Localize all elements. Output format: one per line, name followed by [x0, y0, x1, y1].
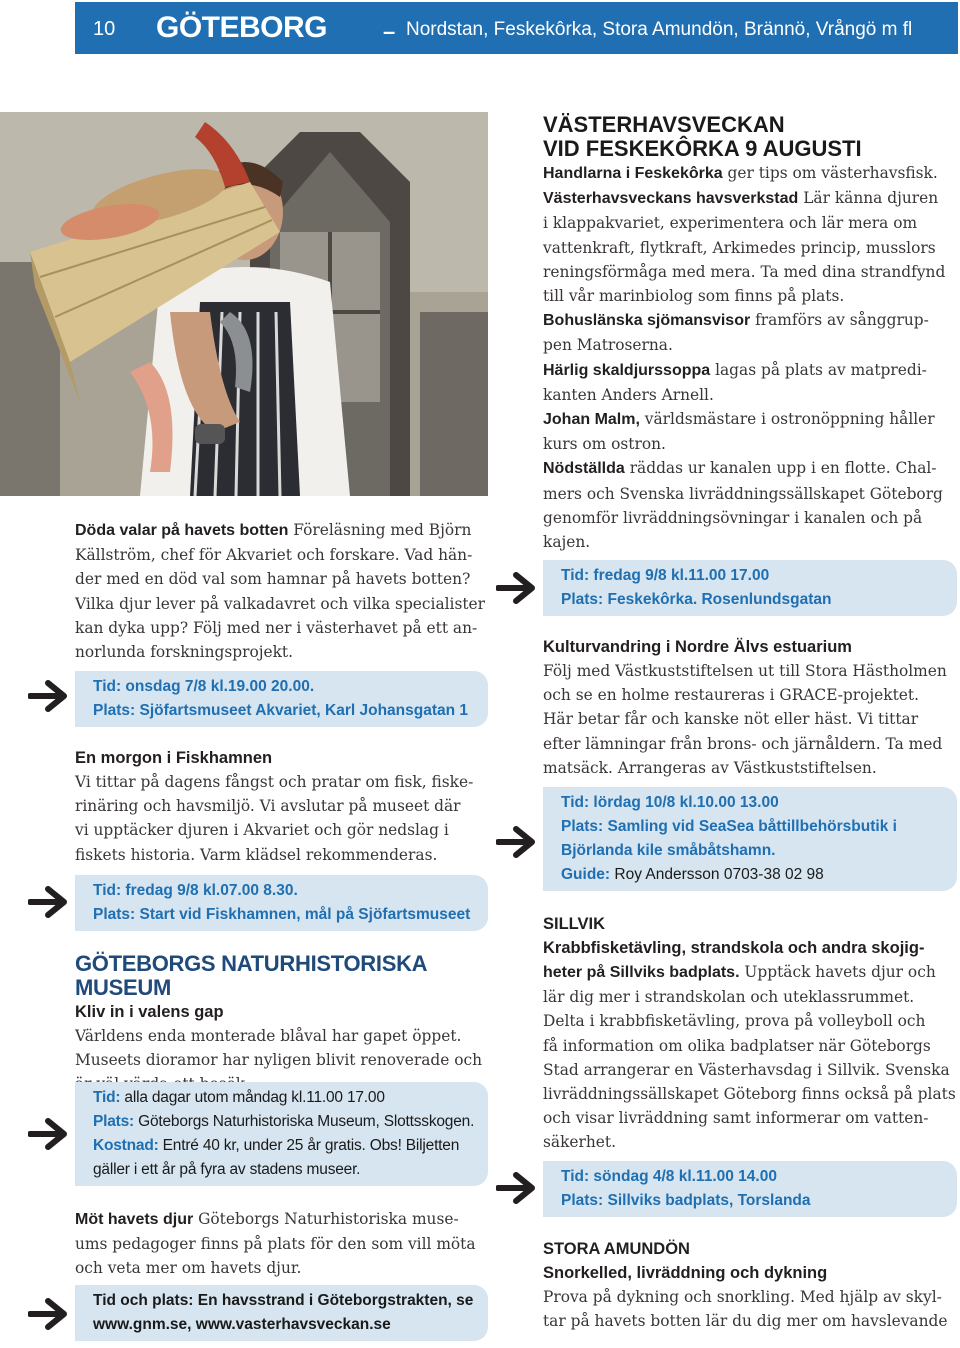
text-line: rinäring och havsmiljö. Vi avslutar på museet där	[75, 797, 461, 816]
museum-info-box	[75, 1082, 488, 1186]
arrow-right-icon	[28, 886, 70, 918]
vh-nod-title: Nödställda	[543, 460, 625, 478]
text-line: Delta i krabbfisketävling, prova på volleyboll och	[543, 1012, 926, 1031]
text-line: Lär känna djuren	[798, 189, 939, 208]
arrow-right-icon	[496, 1172, 538, 1204]
doda-valar-title: Döda valar på havets botten	[75, 522, 289, 539]
page-title: GÖTEBORG	[156, 11, 328, 44]
text-line: och visar livräddning samt informerar om vatten-	[543, 1109, 929, 1128]
text-line: i klappakvariet, experimentera och lär mera om	[543, 214, 918, 233]
museum-heading: GÖTEBORGS NATURHISTORISKA MUSEUM	[75, 951, 427, 1000]
text-line: och veta mer om havets djur.	[75, 1259, 302, 1278]
kultur-section	[543, 635, 957, 780]
text-line: Här betar får och kanske nöt eller häst. Vi tittar	[543, 710, 919, 729]
text-line: matsäck. Arrangeras av Västkuststiftelsen.	[543, 758, 877, 777]
mot-havets-title: Möt havets djur	[75, 1211, 194, 1228]
text-line: Prova på dykning och snorkling. Med hjälp av skyl-	[543, 1288, 942, 1306]
arrow-right-icon	[28, 680, 70, 712]
text-line: Världens enda monterade blåval har gapet öppet.	[75, 1027, 462, 1045]
text-line: Göteborgs Naturhistoriska muse-	[193, 1210, 459, 1228]
museum-kostnad-label: Kostnad:	[93, 1137, 159, 1154]
header-subtitle: Nordstan, Feskekôrka, Stora Amundön, Brännö, Vrångö m fl	[406, 19, 913, 40]
sillvik-heading: SILLVIK	[543, 915, 606, 933]
text-line: Museets dioramor har nyligen blivit renoverade och	[75, 1051, 483, 1070]
vh-heading2: VID FESKEKÔRKA 9 AUGUSTI	[543, 136, 862, 161]
text-line: Föreläsning med Björn	[288, 521, 472, 539]
text-line: världsmästare i ostronöppning håller	[639, 410, 935, 429]
sillvik-info-box	[543, 1161, 957, 1217]
amundon-title: Snorkelled, livräddning och dykning	[543, 1264, 828, 1282]
text-line: vattenkraft, flytkraft, Arkimedes princip, musslors	[543, 238, 936, 257]
text-line: säkerhet.	[543, 1133, 616, 1152]
arrow-right-icon	[28, 1118, 70, 1150]
text-line: kanten Anders Arnell.	[543, 385, 714, 404]
text-line: kurs om ostron.	[543, 435, 666, 454]
text-line: pen Matroserna.	[543, 336, 673, 355]
vasterhavsveckan-section	[543, 113, 957, 554]
museum-tid-value: alla dagar utom måndag kl.11.00 17.00	[120, 1089, 385, 1106]
text-line: livräddningssällskapet Göteborg finns också på plats	[543, 1085, 956, 1104]
mot-havets-info-box	[75, 1285, 488, 1341]
sillvik-tid: Tid: söndag 4/8 kl.11.00 14.00	[561, 1168, 777, 1185]
text-line: framförs av sånggrup-	[750, 311, 929, 330]
vh-tid: Tid: fredag 9/8 kl.11.00 17.00	[561, 567, 770, 584]
vh-soppa-title: Härlig skaldjurssoppa	[543, 361, 711, 379]
amundon-heading: STORA AMUNDÖN	[543, 1240, 690, 1258]
text-line: räddas ur kanalen upp i en flotte. Chal-	[624, 459, 937, 478]
text-line: reningsförmåga med mera. Ta med dina strandfynd	[543, 262, 946, 281]
sillvik-section	[543, 912, 957, 1155]
museum-subheading: Kliv in i valens gap	[75, 1003, 224, 1021]
text-line: kan dyka upp? Följ med ner i västerhavet på ett an-	[75, 618, 478, 637]
text-line: till vår marinbiolog som finns på plats.	[543, 287, 845, 306]
arrow-right-icon	[28, 1298, 70, 1330]
kultur-plats-value: Samling vid SeaSea båttillbehörsbutik i	[603, 818, 897, 835]
text-line: få information om olika badplatser när Göteborgs	[543, 1036, 931, 1055]
museum-plats-label: Plats:	[93, 1113, 135, 1130]
text-line: fiskets historia. Varm klädsel rekommenderas.	[75, 845, 438, 864]
vh-verkstad-title: Västerhavsveckans havsverkstad	[543, 190, 799, 208]
morgon-info-box	[75, 875, 488, 931]
arrow-right-icon	[496, 826, 538, 858]
morgon-title: En morgon i Fiskhamnen	[75, 749, 273, 767]
morgon-paragraph	[75, 746, 489, 867]
mot-havets-paragraph	[75, 1207, 489, 1281]
text-line: genomför livräddningsövningar i kanalen och på	[543, 508, 923, 527]
text-line: ger tips om västerhavsfisk.	[722, 164, 938, 182]
text-line: vi upptäcker djuren i Akvariet och gör nedslag i	[75, 821, 449, 840]
kultur-title: Kulturvandring i Nordre Älvs estuarium	[543, 638, 852, 656]
text-line: der med en död val som hamnar på havets botten?	[75, 570, 471, 589]
text-line: mers och Svenska livräddningssällskapet Göteborg	[543, 484, 943, 503]
doda-valar-tid: Tid: onsdag 7/8 kl.19.00 20.00.	[93, 678, 315, 695]
kultur-plats-label: Plats:	[561, 818, 604, 835]
museum-kostnad-value2: gäller i ett år på fyra av stadens museer.	[93, 1161, 361, 1178]
sillvik-title2: heter på Sillviks badplats.	[543, 964, 740, 981]
kultur-plats-value2: Björlanda kile småbåtshamn.	[561, 842, 776, 859]
page-header	[75, 2, 958, 54]
text-line: Vilka djur lever på valkadavret och vilka specialister	[75, 594, 486, 613]
morgon-plats: Plats: Start vid Fiskhamnen, mål på Sjöfartsmuseet	[93, 906, 471, 923]
kultur-info-box	[543, 787, 957, 891]
mot-havets-info-line1: Tid och plats: En havsstrand i Göteborgstrakten, se	[93, 1292, 474, 1309]
museum-plats-value: Göteborgs Naturhistoriska Museum, Slottsskogen.	[134, 1113, 475, 1130]
arrow-right-icon	[496, 572, 538, 604]
morgon-tid: Tid: fredag 9/8 kl.07.00 8.30.	[93, 882, 298, 899]
kultur-tid: Tid: lördag 10/8 kl.10.00 13.00	[561, 794, 779, 811]
vh-handlarna-title: Handlarna i Feskekôrka	[543, 165, 723, 182]
museum-kostnad-value: Entré 40 kr, under 25 år gratis. Obs! Biljetten	[158, 1137, 460, 1154]
text-line: Upptäck havets djur och	[739, 963, 936, 981]
text-line: Vi tittar på dagens fångst och pratar om fisk, fiske-	[75, 773, 474, 791]
text-line: tar på havets botten lär du dig mer om havslevande	[543, 1312, 948, 1331]
text-line: kajen.	[543, 533, 591, 552]
doda-valar-info-box	[75, 671, 488, 727]
text-line: norlunda forskningsprojekt.	[75, 643, 294, 662]
vh-info-box	[543, 560, 957, 616]
sillvik-title1: Krabbfisketävling, strandskola och andra skojig-	[543, 939, 925, 957]
text-line: Följ med Västkuststiftelsen ut till Stora Hästholmen	[543, 662, 947, 680]
vh-plats: Plats: Feskekôrka. Rosenlundsgatan	[561, 591, 832, 608]
vh-heading1: VÄSTERHAVSVECKAN	[543, 112, 785, 137]
text-line: Källström, chef för Akvariet och forskare. Vad hän-	[75, 546, 473, 565]
vh-visor-title: Bohuslänska sjömansvisor	[543, 312, 751, 330]
text-line: Stad arrangerar en Västerhavsdag i Sillvik. Svenska	[543, 1060, 950, 1079]
doda-valar-paragraph	[75, 518, 489, 664]
vh-malm-title: Johan Malm,	[543, 411, 640, 429]
mot-havets-info-line2: www.gnm.se, www.vasterhavsveckan.se	[93, 1316, 391, 1333]
sillvik-plats: Plats: Sillviks badplats, Torslanda	[561, 1192, 811, 1209]
museum-section	[75, 952, 489, 1097]
kultur-guide-value: Roy Andersson 0703-38 02 98	[610, 866, 824, 883]
photo-illustration	[0, 112, 488, 496]
museum-tid-label: Tid:	[93, 1089, 121, 1106]
photo-chef-with-seafood	[0, 112, 488, 496]
header-dash: –	[383, 19, 396, 44]
doda-valar-plats: Plats: Sjöfartsmuseet Akvariet, Karl Johansgatan 1	[93, 702, 469, 719]
kultur-guide-label: Guide:	[561, 866, 611, 883]
amundon-section	[543, 1237, 957, 1333]
text-line: och se en holme restaureras i GRACE-projektet.	[543, 686, 919, 705]
text-line: lär dig mer i strandskolan och uteklassrummet.	[543, 988, 915, 1007]
page-number: 10	[93, 18, 116, 40]
text-line: efter lämningar från brons- och järnåldern. Ta med	[543, 734, 943, 753]
text-line: lagas på plats av matpredi-	[710, 360, 927, 379]
text-line: ums pedagoger finns på plats för den som vill möta	[75, 1235, 476, 1254]
